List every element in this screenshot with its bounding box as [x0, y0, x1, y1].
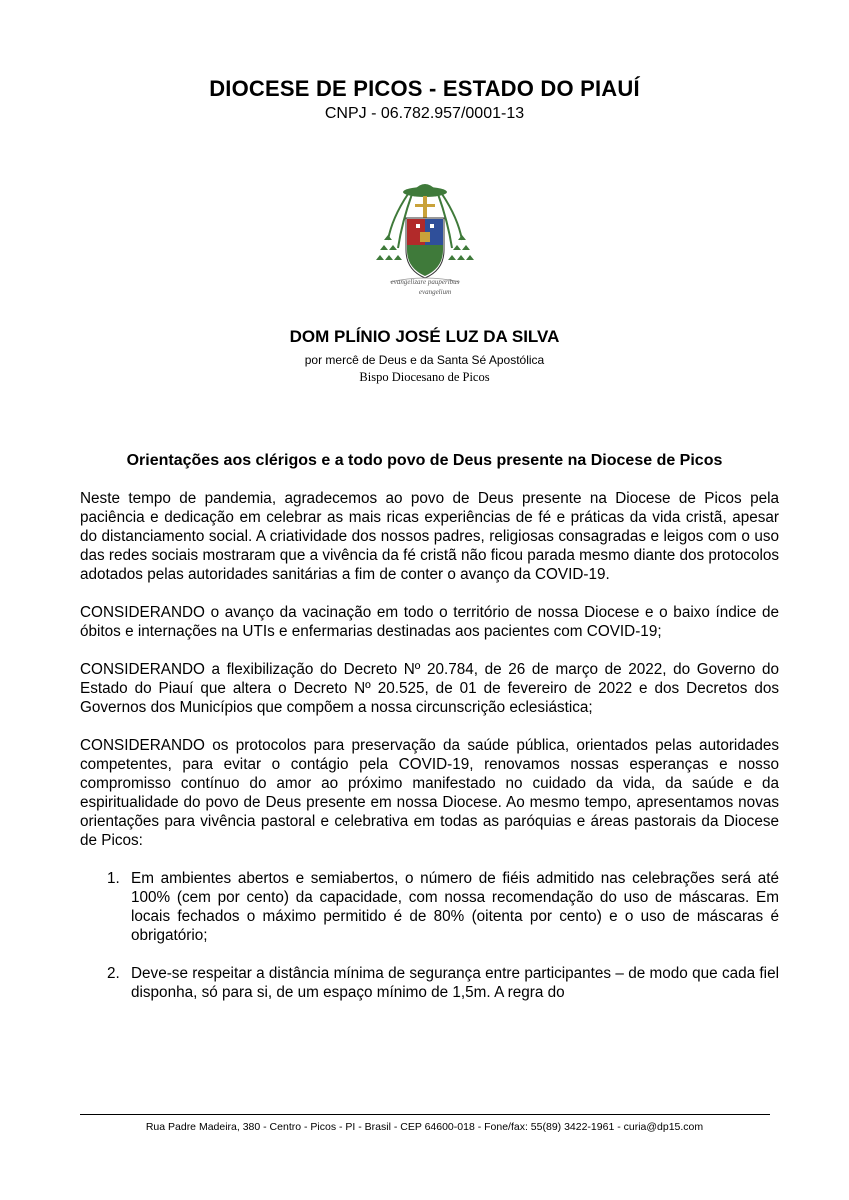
bishop-subtitle-2: Bispo Diocesano de Picos	[359, 370, 490, 384]
crest-motto-line1: evangelizare pauperibus	[390, 278, 460, 286]
coat-of-arms-emblem	[370, 178, 480, 308]
list-item-text: Em ambientes abertos e semiabertos, o número de fiéis admitido nas celebrações será até 100% (cem por cento) da capacidade, com nossa recomendação do uso de máscaras. Em locais fechados o máximo permitido é de 80% (oitenta por cento) e o uso de máscaras é obrigatório;	[131, 870, 779, 944]
crest-motto-line2: evangelium	[418, 288, 452, 296]
bishop-name: DOM PLÍNIO JOSÉ LUZ DA SILVA	[289, 327, 560, 346]
list-item-text: Deve-se respeitar a distância mínima de segurança entre participantes – de modo que cada fiel disponha, só para si, de um espaço mínimo de 1,5m. A regra do	[131, 965, 779, 1001]
cnpj-line: CNPJ - 06.782.957/0001-13	[324, 105, 525, 122]
list-item	[80, 964, 779, 1002]
paragraph-intro: Neste tempo de pandemia, agradecemos ao povo de Deus presente na Diocese de Picos pela paciência e dedicação em celebrar as mais ricas experiências de fé e práticas da vida cristã, apesar do distanciamento social. A criatividade dos nossos padres, religiosas consagradas e leigos com o uso das redes sociais mostraram que a vivência da fé cristã não ficou parada mesmo diante dos protocolos adotados pelas autoridades sanitárias a fim de conter o avanço da COVID-19.	[80, 490, 779, 583]
paragraph-considerando-1: CONSIDERANDO o avanço da vacinação em todo o território de nossa Diocese e o baixo índice de óbitos e internações na UTIs e enfermarias destinadas aos pacientes com COVID-19;	[80, 604, 779, 640]
orientations-list	[80, 869, 779, 1002]
list-item-number: 2.	[107, 965, 120, 982]
footer-divider	[80, 1114, 770, 1115]
footer-address: Rua Padre Madeira, 380 - Centro - Picos - PI - Brasil - CEP 64600-018 - Fone/fax: 55(89) 3422-1961 - curia@dp15.com	[145, 1121, 704, 1133]
list-item-number: 1.	[107, 870, 120, 887]
paragraph-considerando-2: CONSIDERANDO a flexibilização do Decreto Nº 20.784, de 26 de março de 2022, do Governo do Estado do Piauí que altera o Decreto Nº 20.525, de 01 de fevereiro de 2022 e dos Decretos dos Governos dos Municípios que compõem a nossa circunscrição eclesiástica;	[80, 661, 779, 716]
document-title: Orientações aos clérigos e a todo povo de Deus presente na Diocese de Picos	[126, 452, 723, 469]
document-body	[80, 489, 779, 1021]
bishop-subtitle-1: por mercê de Deus e da Santa Sé Apostólica	[304, 353, 545, 367]
diocese-title: DIOCESE DE PICOS - ESTADO DO PIAUÍ	[209, 76, 640, 101]
list-item	[80, 869, 779, 945]
paragraph-considerando-3: CONSIDERANDO os protocolos para preservação da saúde pública, orientados pelas autoridades competentes, para evitar o contágio pela COVID-19, renovamos nossas esperanças e nosso compromisso contínuo do amor ao próximo manifestado no cuidado da vida, da saúde e da espiritualidade do povo de Deus presente em nossa Diocese. Ao mesmo tempo, apresentamos novas orientações para vivência pastoral e celebrativa em todas as paróquias e áreas pastorais da Diocese de Picos:	[80, 737, 779, 849]
